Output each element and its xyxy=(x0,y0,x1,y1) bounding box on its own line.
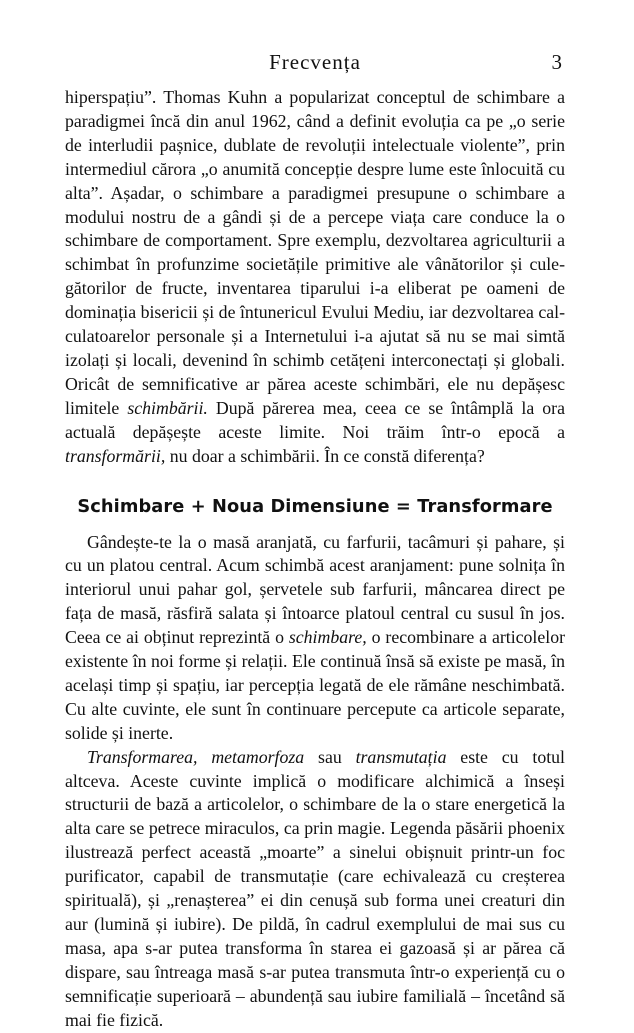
italic-term: schimbare, xyxy=(288,627,367,648)
text-run: Gândește-te la o masă aranjată, cu farfurii, tacâmuri și pahare, și cu un platou central. Acum schimbă acest aranjament: pune solnița în interiorul unui pahar gol, șervetele sub farfurii, mâncarea direct pe fața de masă, răsfiră salata și întoarce platoul central cu susul în jos. Ceea ce ai obținut reprezintă o xyxy=(65,531,565,648)
body-text xyxy=(65,86,565,1033)
running-title: Frecvența xyxy=(269,50,361,74)
text-run: este cu totul altceva. Aceste cuvinte implică o modificare alchimică a înseși structurii de bază a articolelor, o schimbare de la o stare energetică la alta care se petrece miraculos, ca prin magie. Legenda păsării phoenix ilustrează perfect această „moarte” a sinelui obișnuit printr-un foc purificator, capabil de transmutație (care echivalează cu creșterea spirituală), și „renașterea” ei din cenușă sub forma unei creaturi din aur (lumină și iubire). De pildă, în cadrul exemplului de mai sus cu masa, apa s-ar putea transforma în starea ei gazoasă și ar părea că dispare, sau întreaga masă s-ar putea transmuta într-o experiență cu o semnificație superioară – abundență sau iubire familială – încetând să mai fie fizică. xyxy=(65,746,565,1030)
text-run: nu doar a schimbării. În ce constă diferența? xyxy=(165,445,485,466)
italic-term: schimbării. xyxy=(127,397,208,418)
text-run: hiperspațiu”. Thomas Kuhn a popularizat conceptul de schimbare a paradigmei încă din anul 1962, când a definit evoluția ca pe „o serie de interludii pașnice, dublate de revoluții intelectuale violente”, prin intermediul cărora „o anumită concepție despre lume este înlocuită cu alta”. Așadar, o schimbare a paradigmei presupune o schimbare a modului nostru de a gândi și de a percepe viața care conduce la o schimbare de comportament. Spre exemplu, dezvoltarea agriculturii a schimbat în profunzime societățile primitive ale vânătorilor și culegătorilor de fructe, inventarea tiparului i-a eliberat pe oameni de dominația bisericii și de întunericul Evului Mediu, iar dezvoltarea calculatoarelor personale și a Internetului i-a ajutat să nu se mai simtă izolați și locali, devenind în schimb cetățeni interconectați și globali. Oricât de semnificative ar părea aceste schimbări, ele nu depășesc limitele xyxy=(65,87,565,418)
paragraph-paradigm-shift xyxy=(65,86,565,469)
text-run: o recombinare a articolelor existente în noi forme și relații. Ele continuă însă să existe pe masă, în același timp și spațiu, iar percepția legată de ele rămâne neschimbată. Cu alte cuvinte, ele sunt în continuare percepute ca articole separate, solide și inerte. xyxy=(65,627,566,743)
page-number: 3 xyxy=(551,50,563,74)
running-header xyxy=(65,50,565,86)
text-run: sau xyxy=(304,746,356,767)
italic-term: Transformarea, metamorfoza xyxy=(87,746,305,767)
text-run: După părerea mea, ceea ce se întâmplă la ora actuală depășește aceste limite. Noi trăim într-o epocă a xyxy=(65,397,565,442)
book-page xyxy=(65,50,565,1033)
italic-term: transmutația xyxy=(355,746,447,767)
paragraph-transformation xyxy=(65,746,565,1033)
paragraph-table-example xyxy=(65,531,565,746)
italic-term: transformării, xyxy=(65,445,166,466)
section-heading: Schimbare + Noua Dimensiune = Transformare xyxy=(77,495,553,517)
